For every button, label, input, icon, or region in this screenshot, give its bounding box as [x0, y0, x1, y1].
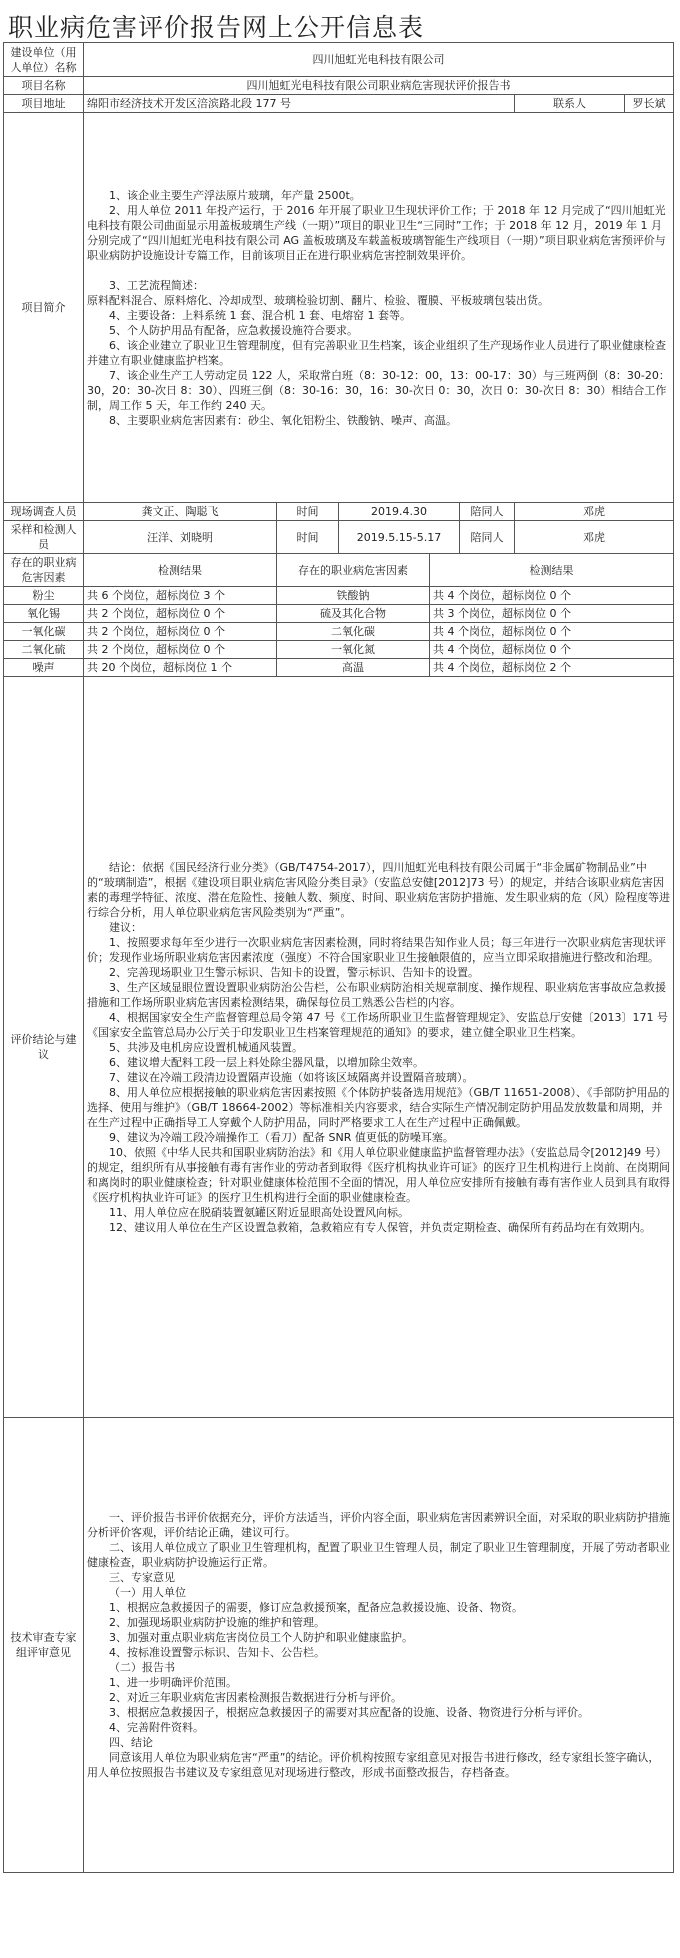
- expert-content: [84, 1418, 674, 1873]
- eval-item: 7、建议在冷端工段清边设置隔声设施（如将该区域隔离并设置隔音玻璃）。: [109, 1070, 474, 1084]
- hazard-name: 硫及其化合物: [277, 605, 430, 623]
- intro-item: 7、该企业生产工人劳动定员 122 人，采取常白班（8：30-12：00，13：00-17：30）与三班两倒（8：30-20：30，20：30-次日 8：30）、四班三倒（8：30-16：30，16：30-次日 0：30，次日 0：30-次日 8：30）相结合工作制，周工作 5 天，年工作约 240 天。: [87, 368, 670, 412]
- project-value: 四川旭虹光电科技有限公司职业病危害现状评价报告书: [84, 77, 674, 95]
- result-col-header: 检测结果: [84, 554, 277, 587]
- hazard-result: 共 2 个岗位，超标岗位 0 个: [84, 605, 277, 623]
- hazard-name: 铁酸钠: [277, 587, 430, 605]
- hazard-col-header: 存在的职业病危害因素: [4, 554, 84, 587]
- hazard-name: 粉尘: [4, 587, 84, 605]
- companion-value: 邓虎: [515, 521, 674, 554]
- hazard-result: 共 6 个岗位，超标岗位 3 个: [84, 587, 277, 605]
- expert-item: 4、按标准设置警示标识、告知卡、公告栏。: [109, 1646, 325, 1659]
- expert-item: （一）用人单位: [109, 1586, 186, 1599]
- eval-item: 建议：: [109, 920, 142, 934]
- expert-item: 二、该用人单位成立了职业卫生管理机构，配置了职业卫生管理人员，制定了职业卫生管理制度，开展了劳动者职业健康检查，职业病防护设施运行正常。: [87, 1541, 670, 1569]
- eval-item: 10、依照《中华人民共和国职业病防治法》和《用人单位职业健康监护监督管理办法》（安监总局令[2012]49 号）的规定，组织所有从事接触有毒有害作业的劳动者到取得《医疗机构执业许可证》的医疗卫生机构进行上岗前、在岗期间和离岗时的职业健康检查；针对职业健康体检范围不全面的情况，用人单位应安排所有接触有毒有害作业人员到具有取得《医疗机构执业许可证》的医疗卫生机构进行全面的职业健康检查。: [87, 1145, 670, 1204]
- expert-item: 1、根据应急救援因子的需要，修订应急救援预案，配备应急救援设施、设备、物资。: [109, 1601, 523, 1614]
- intro-label: 项目简介: [4, 113, 84, 503]
- eval-item: 9、建议为冷端工段冷端操作工（看刀）配备 SNR 值更低的防噪耳塞。: [109, 1130, 454, 1144]
- companion-label: 陪同人: [460, 521, 515, 554]
- hazard-name: 氧化锡: [4, 605, 84, 623]
- intro-content: [84, 113, 674, 503]
- hazard-result: 共 4 个岗位，超标岗位 0 个: [430, 641, 674, 659]
- expert-item: 3、加强对重点职业病危害岗位员工个人防护和职业健康监护。: [109, 1631, 413, 1644]
- intro-item: 原料配料混合、原料熔化、冷却成型、玻璃检验切割、翻片、检验、覆膜、平板玻璃包装出货。: [87, 293, 549, 307]
- hazard-name: 高温: [277, 659, 430, 677]
- eval-label: 评价结论与建议: [4, 677, 84, 1418]
- hazard-result: 共 2 个岗位，超标岗位 0 个: [84, 623, 277, 641]
- project-label: 项目名称: [4, 77, 84, 95]
- hazard-name: 一氧化碳: [4, 623, 84, 641]
- intro-item: 6、该企业建立了职业卫生管理制度，但有完善职业卫生档案，该企业组织了生产现场作业人员进行了职业健康检查并建立有职业健康监护档案。: [87, 338, 666, 367]
- survey-label: 现场调查人员: [4, 503, 84, 521]
- unit-value: 四川旭虹光电科技有限公司: [84, 43, 674, 77]
- result-col-header: 检测结果: [430, 554, 674, 587]
- sampling-label: 采样和检测人员: [4, 521, 84, 554]
- intro-item: 1、该企业主要生产浮法原片玻璃，年产量 2500t。: [109, 188, 361, 202]
- expert-item: 1、进一步明确评价范围。: [109, 1676, 237, 1689]
- expert-item: 同意该用人单位为职业病危害“严重”的结论。评价机构按照专家组意见对报告书进行修改，经专家组长签字确认，用人单位按照报告书建议及专家组意见对现场进行整改，形成书面整改报告，存档备查。: [87, 1751, 660, 1779]
- intro-item: 3、工艺流程简述：: [109, 278, 204, 292]
- companion-value: 邓虎: [515, 503, 674, 521]
- hazard-result: 共 2 个岗位，超标岗位 0 个: [84, 641, 277, 659]
- eval-item: 3、生产区域显眼位置设置职业病防治公告栏，公布职业病防治相关规章制度、操作规程、职业病危害事故应急救援措施和工作场所职业病危害因素检测结果，确保每位员工熟悉公告栏的内容。: [87, 980, 666, 1009]
- info-table: [3, 42, 674, 1873]
- hazard-name: 二氧化碳: [277, 623, 430, 641]
- eval-item: 5、共涉及电机房应设置机械通风装置。: [109, 1040, 303, 1054]
- survey-time: 2019.4.30: [339, 503, 460, 521]
- intro-item: 4、主要设备：上料系统 1 套、混合机 1 套、电熔窑 1 套等。: [109, 308, 411, 322]
- eval-item: 12、建议用人单位在生产区设置急救箱，急救箱应有专人保管，并负责定期检查、确保所有药品均在有效期内。: [109, 1220, 651, 1234]
- survey-time-label: 时间: [277, 503, 339, 521]
- intro-item: 8、主要职业病危害因素有：砂尘、氧化铝粉尘、铁酸钠、噪声、高温。: [109, 413, 457, 427]
- eval-item: 8、用人单位应根据接触的职业病危害因素按照《个体防护装备选用规范》（GB/T 11651-2008）、《手部防护用品的选择、使用与维护》（GB/T 18664-2002）等标准相关内容要求，结合实际生产情况制定防护用品发放数量和周期，并在生产过程中正确指导工人穿戴个人防护用品，同时严格要求工人在生产过程中正确佩戴。: [87, 1085, 670, 1129]
- eval-content: [84, 677, 674, 1418]
- eval-item: 4、根据国家安全生产监督管理总局令第 47 号《工作场所职业卫生监督管理规定》、安监总厅安健〔2013〕171 号《国家安全监管总局办公厅关于印发职业卫生档案管理规范的通知》的要求，建立健全职业卫生档案。: [87, 1010, 668, 1039]
- sampling-time: 2019.5.15-5.17: [339, 521, 460, 554]
- expert-item: 一、评价报告书评价依据充分，评价方法适当，评价内容全面，职业病危害因素辨识全面，对采取的职业病防护措施分析评价客观，评价结论正确，建议可行。: [87, 1511, 670, 1539]
- unit-label: 建设单位（用人单位）名称: [4, 43, 84, 77]
- hazard-result: 共 4 个岗位，超标岗位 0 个: [430, 623, 674, 641]
- hazard-name: 噪声: [4, 659, 84, 677]
- sampling-time-label: 时间: [277, 521, 339, 554]
- hazard-result: 共 4 个岗位，超标岗位 2 个: [430, 659, 674, 677]
- expert-item: 四、结论: [109, 1736, 153, 1749]
- survey-people: 龚文正、陶聪飞: [84, 503, 277, 521]
- intro-item: 5、个人防护用品有配备，应急救援设施符合要求。: [109, 323, 358, 337]
- sampling-people: 汪洋、刘晓明: [84, 521, 277, 554]
- expert-label: 技术审查专家组评审意见: [4, 1418, 84, 1873]
- intro-item: 2、用人单位 2011 年投产运行，于 2016 年开展了职业卫生现状评价工作；于 2018 年 12 月完成了“四川旭虹光电科技有限公司曲面显示用盖板玻璃生产线（一期）”项目的职业卫生“三同时”工作；于 2018 年 12 月，2019 年 1 月分别完成了“四川旭虹光电科技有限公司 AG 盖板玻璃及车载盖板玻璃智能生产线项目（一期）”项目职业病危害预评价与职业病防护设施设计专篇工作，目前该项目正在进行职业病危害控制效果评价。: [87, 203, 666, 262]
- hazard-result: 共 3 个岗位，超标岗位 0 个: [430, 605, 674, 623]
- eval-item: 11、用人单位应在脱硝装置氨罐区附近显眼高处设置风向标。: [109, 1205, 409, 1219]
- companion-label: 陪同人: [460, 503, 515, 521]
- address-value: 绵阳市经济技术开发区涪滨路北段 177 号: [84, 95, 515, 113]
- eval-item: 6、建议增大配料工段一层上料处除尘器风量，以增加除尘效率。: [109, 1055, 424, 1069]
- page-title: 职业病危害评价报告网上公开信息表: [8, 13, 425, 42]
- eval-item: 2、完善现场职业卫生警示标识、告知卡的设置，警示标识、告知卡的设置。: [109, 965, 479, 979]
- hazard-result: 共 4 个岗位，超标岗位 0 个: [430, 587, 674, 605]
- expert-item: （二）报告书: [109, 1661, 175, 1674]
- expert-item: 4、完善附件资料。: [109, 1721, 204, 1734]
- hazard-result: 共 20 个岗位，超标岗位 1 个: [84, 659, 277, 677]
- expert-item: 2、加强现场职业病防护设施的维护和管理。: [109, 1616, 325, 1629]
- eval-item: 结论：依据《国民经济行业分类》（GB/T4754-2017），四川旭虹光电科技有限公司属于“非金属矿物制品业”中的“玻璃制造”，根据《建设项目职业病危害风险分类目录》（安监总安健[2012]73 号）的规定，并结合该职业病危害因素的毒理学特征、浓度、潜在危险性、接触人数、频度、时间、职业病危害防护措施、发生职业病的危（风）险程度等进行综合分析，用人单位职业病危害风险类别为“严重”。: [87, 860, 670, 919]
- hazard-col-header: 存在的职业病危害因素: [277, 554, 430, 587]
- expert-item: 三、专家意见: [109, 1571, 175, 1584]
- hazard-name: 二氧化硫: [4, 641, 84, 659]
- hazard-name: 一氧化氮: [277, 641, 430, 659]
- expert-item: 3、根据应急救援因子，根据应急救援因子的需要对其应配备的设施、设备、物资进行分析与评价。: [109, 1706, 589, 1719]
- contact-label: 联系人: [515, 95, 625, 113]
- address-label: 项目地址: [4, 95, 84, 113]
- eval-item: 1、按照要求每年至少进行一次职业病危害因素检测，同时将结果告知作业人员；每三年进行一次职业病危害现状评价；发现作业场所职业病危害因素浓度（强度）不符合国家职业卫生接触限值的，应当立即采取措施进行整改和治理。: [87, 935, 666, 964]
- contact-value: 罗长斌: [625, 95, 674, 113]
- expert-item: 2、对近三年职业病危害因素检测报告数据进行分析与评价。: [109, 1691, 402, 1704]
